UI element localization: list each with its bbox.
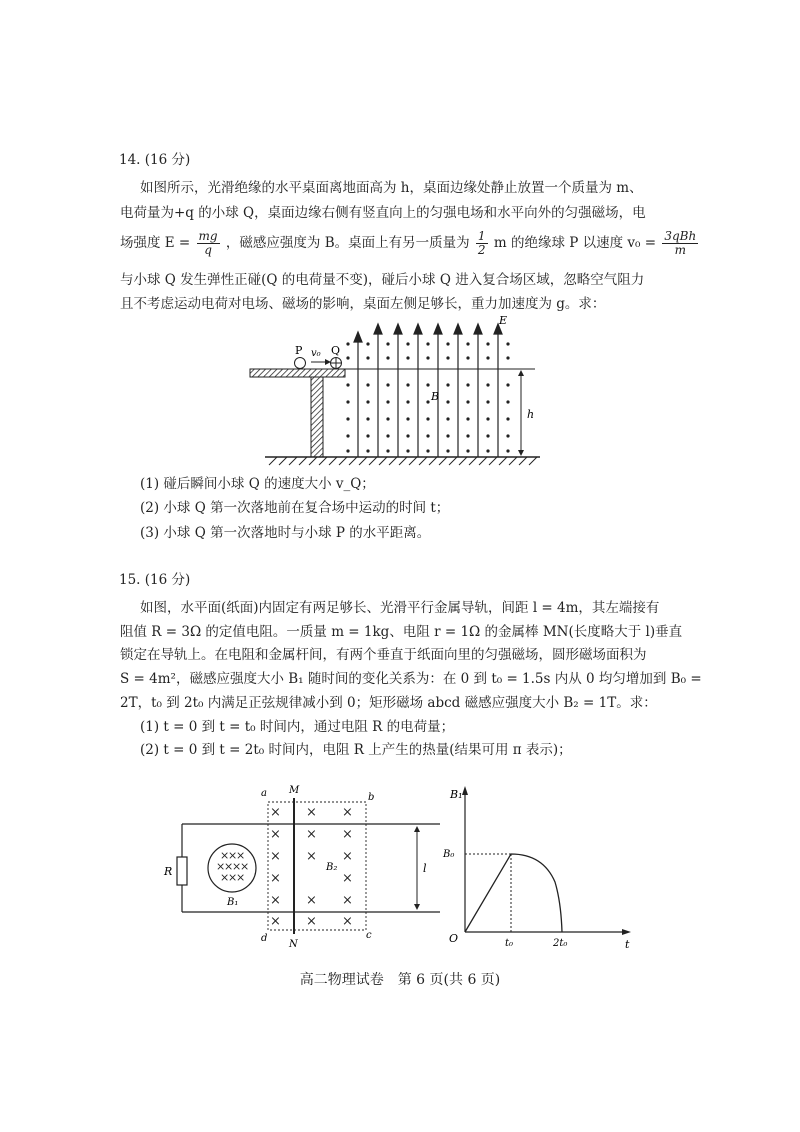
q15-number: 15. (16 分) bbox=[119, 572, 191, 588]
svg-text:×: × bbox=[228, 849, 238, 862]
label-t0: t₀ bbox=[505, 938, 514, 949]
svg-text:×: × bbox=[306, 849, 317, 864]
label-b1: B₁ bbox=[227, 897, 239, 908]
q14-number: 14. (16 分) bbox=[119, 152, 191, 168]
label-b2: B₂ bbox=[326, 862, 338, 873]
q14-frac-half bbox=[476, 230, 488, 257]
svg-text:×: × bbox=[342, 849, 353, 864]
svg-text:×: × bbox=[306, 893, 317, 908]
b-field-dots bbox=[346, 342, 509, 452]
svg-text:×: × bbox=[220, 849, 230, 862]
svg-text:×: × bbox=[224, 860, 234, 873]
q14-line3-c: m 的绝缘球 P 以速度 v₀ = bbox=[493, 235, 657, 251]
q14-sub3: (3) 小球 Q 第一次落地时与小球 P 的水平距离。 bbox=[140, 525, 431, 541]
svg-text:×: × bbox=[342, 893, 353, 908]
svg-text:×: × bbox=[270, 849, 281, 864]
ball-p bbox=[295, 358, 306, 369]
svg-text:×: × bbox=[240, 860, 250, 873]
svg-text:×: × bbox=[306, 827, 317, 842]
svg-text:×: × bbox=[342, 827, 353, 842]
q14-figure bbox=[245, 310, 545, 470]
q15-line2: 阻值 R = 3Ω 的定值电阻。一质量 m = 1kg、电阻 r = 1Ω 的金属棒 MN(长度略大于 l)垂直 bbox=[120, 624, 683, 640]
q15-sub1: (1) t = 0 到 t = t₀ 时间内，通过电阻 R 的电荷量； bbox=[140, 719, 455, 735]
svg-text:×: × bbox=[342, 805, 353, 820]
q15-line1: 如图，水平面(纸面)内固定有两足够长、光滑平行金属导轨，间距 l = 4m，其左端接有 bbox=[140, 600, 660, 616]
label-a: a bbox=[261, 788, 267, 799]
q14-line3-b: ，磁感应强度为 B。桌面上有另一质量为 bbox=[225, 235, 470, 251]
q14-line5: 且不考虑运动电荷对电场、磁场的影响，桌面左侧足够长，重力加速度为 g。求： bbox=[120, 296, 606, 312]
svg-text:×: × bbox=[270, 914, 281, 929]
label-2t0: 2t₀ bbox=[553, 938, 568, 949]
q14-frac-v0-num: 3qBh bbox=[664, 229, 697, 243]
label-t: t bbox=[625, 938, 630, 951]
label-c: c bbox=[366, 930, 372, 941]
svg-text:×: × bbox=[342, 871, 353, 886]
svg-text:×: × bbox=[216, 860, 226, 873]
label-v0: v₀ bbox=[311, 348, 321, 359]
label-e: E bbox=[499, 314, 508, 327]
label-l: l bbox=[423, 862, 427, 875]
svg-text:×: × bbox=[306, 914, 317, 929]
q14-line3 bbox=[120, 222, 700, 264]
q15-sub2: (2) t = 0 到 t = 2t₀ 时间内，电阻 R 上产生的热量(结果可用 π 表示)； bbox=[140, 742, 572, 758]
table-top bbox=[250, 369, 345, 377]
label-r: R bbox=[164, 865, 173, 878]
q15-line3: 锁定在导轨上。在电阻和金属杆间，有两个垂直于纸面向里的匀强磁场，圆形磁场面积为 bbox=[120, 647, 647, 663]
svg-text:×: × bbox=[270, 805, 281, 820]
label-m: M bbox=[289, 785, 300, 796]
q14-frac-v0-den: m bbox=[674, 243, 686, 257]
label-b0: B₀ bbox=[443, 849, 455, 860]
page-footer: 高二物理试卷 第 6 页(共 6 页) bbox=[299, 972, 501, 988]
label-n: N bbox=[289, 939, 298, 950]
b1-curve bbox=[465, 854, 562, 932]
svg-text:×: × bbox=[236, 849, 246, 862]
label-h: h bbox=[527, 408, 535, 421]
svg-text:×: × bbox=[220, 871, 230, 884]
q15-circuit-figure bbox=[160, 782, 445, 952]
resistor-r bbox=[177, 857, 187, 885]
q14-frac-e-num: mg bbox=[198, 229, 218, 243]
q14-sub2: (2) 小球 Q 第一次落地前在复合场中运动的时间 t； bbox=[140, 500, 450, 516]
q14-line4: 与小球 Q 发生弹性正碰(Q 的电荷量不变)，碰后小球 Q 进入复合场区域，忽略空气阻力 bbox=[120, 272, 645, 288]
q15-line5: 2T，t₀ 到 2t₀ 内满足正弦规律减小到 0；矩形磁场 abcd 磁感应强度大小 B₂ = 1T。求： bbox=[120, 695, 657, 711]
q14-sub1: (1) 碰后瞬间小球 Q 的速度大小 v_Q； bbox=[140, 476, 375, 492]
q14-frac-v0 bbox=[662, 230, 698, 257]
label-b: B bbox=[431, 390, 440, 403]
label-y-b1: B₁ bbox=[450, 788, 463, 801]
svg-text:×: × bbox=[232, 860, 242, 873]
svg-text:×: × bbox=[342, 914, 353, 929]
rect-field-abcd bbox=[268, 802, 366, 930]
table-leg bbox=[311, 377, 323, 457]
svg-text:×: × bbox=[228, 871, 238, 884]
q14-frac-half-den: 2 bbox=[477, 243, 486, 257]
circle-crosses bbox=[216, 849, 249, 884]
label-d: d bbox=[261, 933, 268, 944]
q15-b1-graph bbox=[435, 782, 635, 952]
svg-text:×: × bbox=[270, 827, 281, 842]
label-p: P bbox=[295, 344, 303, 357]
q14-frac-e-den: q bbox=[204, 243, 212, 257]
q15-line4: S = 4m²，磁感应强度大小 B₁ 随时间的变化关系为：在 0 到 t₀ = 1.5s 内从 0 均匀增加到 B₀ = bbox=[120, 671, 702, 687]
svg-text:×: × bbox=[270, 893, 281, 908]
q14-frac-e bbox=[197, 230, 220, 257]
q14-frac-half-num: 1 bbox=[477, 229, 486, 243]
svg-text:×: × bbox=[270, 871, 281, 886]
q14-line2: 电荷量为+q 的小球 Q，桌面边缘右侧有竖直向上的匀强电场和水平向外的匀强磁场，电 bbox=[120, 205, 646, 221]
label-b-corner: b bbox=[368, 792, 375, 803]
label-q: Q bbox=[331, 344, 341, 357]
q14-line3-a: 场强度 E = bbox=[120, 235, 191, 251]
svg-text:×: × bbox=[236, 871, 246, 884]
svg-text:×: × bbox=[306, 805, 317, 820]
label-origin: O bbox=[449, 932, 459, 945]
q14-line1: 如图所示，光滑绝缘的水平桌面离地面高为 h，桌面边缘处静止放置一个质量为 m、 bbox=[140, 180, 643, 196]
